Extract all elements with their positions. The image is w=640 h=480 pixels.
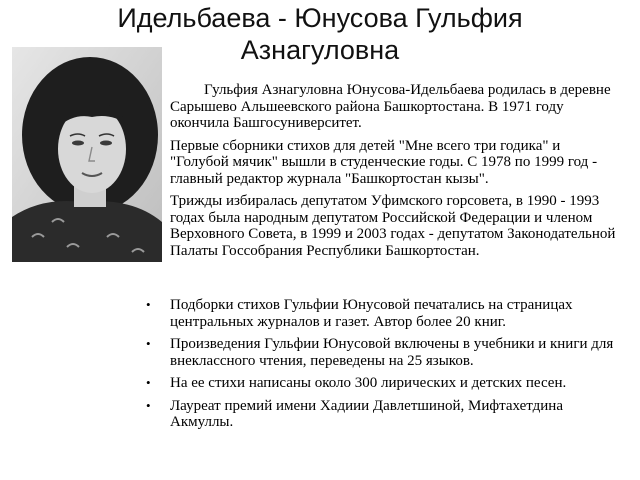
portrait-photo-icon [12, 47, 162, 262]
bullet-icon: • [146, 336, 151, 351]
page-title-line-1: Идельбаева - Юнусова Гульфия [117, 3, 523, 33]
portrait-photo [12, 47, 162, 262]
bullet-icon: • [146, 375, 151, 390]
list-item [146, 297, 620, 330]
page-title-line-2: Азнагуловна [240, 35, 400, 65]
list-item-text: Подборки стихов Гульфии Юнусовой печатались на страницах центральных журналов и газет. Автор более 20 книг. [170, 297, 573, 330]
bullet-icon: • [146, 397, 151, 413]
list-item [146, 398, 620, 431]
list-item [146, 336, 620, 369]
achievements-list [146, 297, 620, 437]
list-item [146, 375, 620, 392]
biography-paragraph-1: Гульфия Азнагуловна Юнусова-Идельбаева родилась в деревне Сарышево Альшеевского района Башкортостана. В 1971 году окончила Башгосуниверситет. [170, 82, 611, 131]
biography-paragraph-2: Первые сборники стихов для детей "Мне всего три годика" и "Голубой мячик" вышли в студенческие годы. С 1978 по 1999 год - главный редактор журнала "Башкортостан кызы". [170, 137, 598, 187]
list-item-text: На ее стихи написаны около 300 лирических и детских песен. [170, 375, 567, 391]
bullet-icon: • [146, 297, 151, 312]
biography-text [170, 82, 620, 265]
biography-paragraph-3: Трижды избиралась депутатом Уфимского горсовета, в 1990 - 1993 годах была народным депутатом Российской Федерации и членом Верховного Совета, в 1999 и 2003 годах - депутатом Законодательной Палаты Госсобрания Республики Башкортостан. [170, 193, 616, 259]
list-item-text: Произведения Гульфии Юнусовой включены в учебники и книги для внеклассного чтения, переведены на 25 языков. [170, 336, 614, 369]
list-item-text: Лауреат премий имени Хадиии Давлетшиной, Мифтахетдина Акмуллы. [170, 397, 563, 430]
